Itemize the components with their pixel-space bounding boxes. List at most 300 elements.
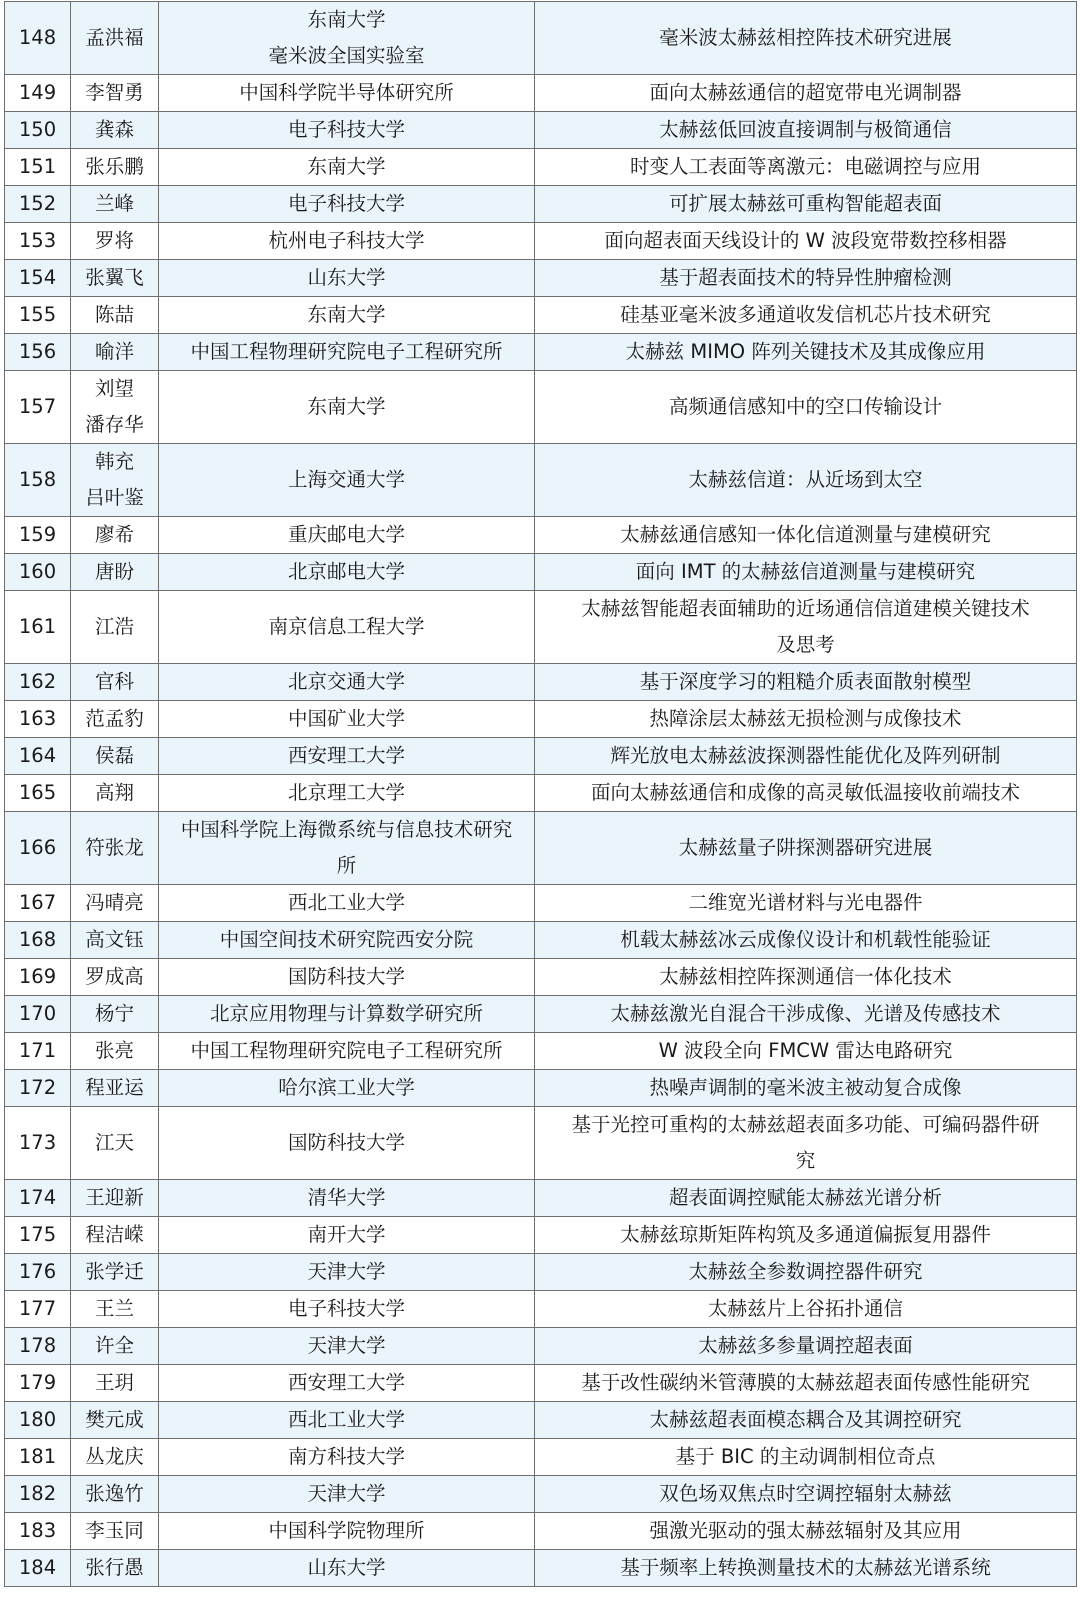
cell-report-title [535, 775, 1077, 812]
cell-speaker-name-line: 程洁嵘 [85, 1223, 144, 1246]
cell-speaker-name [71, 1291, 159, 1328]
cell-report-title-line: W 波段全向 FMCW 雷达电路研究 [658, 1039, 953, 1062]
cell-report-title-line: 太赫兹激光自混合干涉成像、光谱及传感技术 [610, 1002, 1001, 1025]
cell-organization [159, 812, 535, 885]
cell-number: 164 [5, 738, 71, 775]
cell-organization [159, 1180, 535, 1217]
cell-organization-line: 南京信息工程大学 [268, 615, 425, 638]
cell-speaker-name [71, 1365, 159, 1402]
cell-speaker-name [71, 2, 159, 75]
cell-organization-line: 东南大学 [307, 155, 386, 178]
table-row [5, 112, 1077, 149]
cell-report-title-line: 太赫兹信道：从近场到太空 [688, 468, 923, 491]
cell-number: 152 [5, 186, 71, 223]
cell-report-title-line: 机载太赫兹冰云成像仪设计和机载性能验证 [620, 928, 991, 951]
cell-speaker-name-line: 高文钰 [85, 928, 144, 951]
cell-report-title-line: 太赫兹 MIMO 阵列关键技术及其成像应用 [625, 340, 986, 363]
cell-report-title [535, 591, 1077, 664]
cell-organization-line: 电子科技大学 [287, 1297, 405, 1320]
cell-report-title-line: 太赫兹相控阵探测通信一体化技术 [659, 965, 952, 988]
cell-speaker-name [71, 371, 159, 444]
cell-report-title [535, 812, 1077, 885]
cell-number: 172 [5, 1070, 71, 1107]
cell-organization [159, 1033, 535, 1070]
cell-organization [159, 1217, 535, 1254]
cell-organization [159, 186, 535, 223]
cell-number: 180 [5, 1402, 71, 1439]
cell-report-title-line: 及思考 [776, 633, 835, 656]
cell-number: 155 [5, 297, 71, 334]
cell-organization [159, 996, 535, 1033]
cell-report-title-line: 强激光驱动的强太赫兹辐射及其应用 [649, 1519, 962, 1542]
cell-number: 161 [5, 591, 71, 664]
table-row [5, 1254, 1077, 1291]
cell-report-title [535, 1328, 1077, 1365]
table-row [5, 75, 1077, 112]
cell-report-title [535, 297, 1077, 334]
cell-organization [159, 444, 535, 517]
cell-speaker-name [71, 1217, 159, 1254]
cell-speaker-name-line: 王玥 [94, 1371, 134, 1394]
cell-speaker-name [71, 922, 159, 959]
cell-speaker-name-line: 张乐鹏 [85, 155, 144, 178]
cell-organization-line: 西北工业大学 [287, 1408, 405, 1431]
cell-report-title [535, 664, 1077, 701]
cell-speaker-name [71, 75, 159, 112]
cell-organization [159, 591, 535, 664]
cell-organization [159, 701, 535, 738]
cell-number: 163 [5, 701, 71, 738]
cell-report-title [535, 75, 1077, 112]
table-row [5, 664, 1077, 701]
table-row [5, 812, 1077, 885]
cell-organization-line: 哈尔滨工业大学 [278, 1076, 415, 1099]
cell-organization-line: 东南大学 [307, 395, 386, 418]
cell-report-title-line: 二维宽光谱材料与光电器件 [688, 891, 923, 914]
cell-organization-line: 中国工程物理研究院电子工程研究所 [190, 340, 503, 363]
speaker-table-body [5, 2, 1077, 1587]
cell-number: 148 [5, 2, 71, 75]
cell-organization [159, 1513, 535, 1550]
cell-report-title [535, 1550, 1077, 1587]
table-row [5, 517, 1077, 554]
cell-report-title [535, 1070, 1077, 1107]
table-row [5, 149, 1077, 186]
table-row [5, 1107, 1077, 1180]
cell-organization-line: 上海交通大学 [287, 468, 405, 491]
cell-number: 166 [5, 812, 71, 885]
cell-report-title-line: 基于频率上转换测量技术的太赫兹光谱系统 [620, 1556, 991, 1579]
cell-speaker-name-line: 刘望 [94, 377, 134, 400]
cell-organization [159, 517, 535, 554]
cell-speaker-name [71, 1107, 159, 1180]
cell-organization-line: 中国工程物理研究院电子工程研究所 [190, 1039, 503, 1062]
cell-speaker-name [71, 701, 159, 738]
cell-speaker-name [71, 959, 159, 996]
speaker-table [4, 1, 1077, 1587]
cell-report-title [535, 701, 1077, 738]
cell-organization [159, 1328, 535, 1365]
cell-organization [159, 1550, 535, 1587]
cell-report-title-line: 太赫兹低回波直接调制与极简通信 [659, 118, 952, 141]
cell-organization-line: 北京交通大学 [287, 670, 405, 693]
cell-speaker-name-line: 张逸竹 [85, 1482, 144, 1505]
cell-organization [159, 2, 535, 75]
cell-organization-line: 中国科学院物理所 [268, 1519, 425, 1542]
cell-report-title-line: 热障涂层太赫兹无损检测与成像技术 [649, 707, 962, 730]
cell-organization-line: 毫米波全国实验室 [268, 44, 425, 67]
cell-speaker-name [71, 812, 159, 885]
cell-report-title [535, 1217, 1077, 1254]
cell-speaker-name-line: 李玉同 [85, 1519, 144, 1542]
cell-report-title-line: 太赫兹琼斯矩阵构筑及多通道偏振复用器件 [620, 1223, 991, 1246]
cell-speaker-name-line: 韩充 [94, 450, 134, 473]
cell-speaker-name [71, 112, 159, 149]
table-row [5, 922, 1077, 959]
cell-speaker-name-line: 廖希 [94, 523, 134, 546]
table-row [5, 371, 1077, 444]
table-row [5, 554, 1077, 591]
cell-speaker-name-line: 杨宁 [94, 1002, 134, 1025]
cell-report-title [535, 371, 1077, 444]
cell-report-title [535, 149, 1077, 186]
cell-report-title [535, 1513, 1077, 1550]
cell-report-title-line: 硅基亚毫米波多通道收发信机芯片技术研究 [620, 303, 991, 326]
cell-report-title-line: 时变人工表面等离激元：电磁调控与应用 [629, 155, 981, 178]
cell-organization [159, 1254, 535, 1291]
cell-number: 150 [5, 112, 71, 149]
cell-speaker-name [71, 297, 159, 334]
cell-organization-line: 天津大学 [307, 1482, 386, 1505]
cell-report-title [535, 738, 1077, 775]
table-row [5, 1180, 1077, 1217]
cell-speaker-name-line: 罗将 [94, 229, 134, 252]
table-row [5, 1070, 1077, 1107]
cell-report-title-line: 面向 IMT 的太赫兹信道测量与建模研究 [635, 560, 976, 583]
cell-speaker-name [71, 149, 159, 186]
cell-speaker-name-line: 符张龙 [85, 836, 144, 859]
table-row [5, 996, 1077, 1033]
cell-speaker-name-line: 侯磊 [94, 744, 134, 767]
cell-organization [159, 1439, 535, 1476]
cell-speaker-name [71, 1033, 159, 1070]
cell-speaker-name-line: 樊元成 [85, 1408, 144, 1431]
cell-report-title-line: 太赫兹全参数调控器件研究 [688, 1260, 923, 1283]
cell-speaker-name-line: 喻洋 [94, 340, 134, 363]
table-row [5, 334, 1077, 371]
cell-report-title-line: 面向超表面天线设计的 W 波段宽带数控移相器 [604, 229, 1007, 252]
cell-number: 151 [5, 149, 71, 186]
cell-speaker-name-line: 江浩 [94, 615, 134, 638]
cell-organization-line: 国防科技大学 [287, 1131, 405, 1154]
cell-organization [159, 334, 535, 371]
cell-number: 182 [5, 1476, 71, 1513]
cell-organization [159, 75, 535, 112]
table-row [5, 959, 1077, 996]
cell-speaker-name [71, 1328, 159, 1365]
cell-speaker-name-line: 官科 [94, 670, 134, 693]
cell-number: 162 [5, 664, 71, 701]
cell-speaker-name [71, 1402, 159, 1439]
cell-report-title-line: 基于光控可重构的太赫兹超表面多功能、可编码器件研 [571, 1113, 1040, 1136]
cell-report-title [535, 517, 1077, 554]
cell-number: 174 [5, 1180, 71, 1217]
cell-speaker-name [71, 1180, 159, 1217]
cell-organization [159, 959, 535, 996]
table-row [5, 1476, 1077, 1513]
cell-organization-line: 国防科技大学 [287, 965, 405, 988]
cell-report-title [535, 444, 1077, 517]
cell-speaker-name [71, 1254, 159, 1291]
cell-number: 156 [5, 334, 71, 371]
cell-report-title-line: 高频通信感知中的空口传输设计 [668, 395, 942, 418]
cell-report-title [535, 885, 1077, 922]
cell-speaker-name [71, 1476, 159, 1513]
cell-report-title-line: 毫米波太赫兹相控阵技术研究进展 [659, 26, 952, 49]
cell-speaker-name [71, 186, 159, 223]
table-row [5, 738, 1077, 775]
cell-speaker-name-line: 丛龙庆 [85, 1445, 144, 1468]
cell-report-title-line: 太赫兹智能超表面辅助的近场通信信道建模关键技术 [581, 597, 1030, 620]
cell-report-title-line: 面向太赫兹通信的超宽带电光调制器 [649, 81, 962, 104]
cell-report-title [535, 260, 1077, 297]
cell-speaker-name [71, 1439, 159, 1476]
cell-speaker-name-line: 潘存华 [85, 413, 144, 436]
cell-number: 175 [5, 1217, 71, 1254]
cell-report-title [535, 112, 1077, 149]
cell-report-title [535, 1402, 1077, 1439]
cell-organization-line: 电子科技大学 [287, 192, 405, 215]
table-row [5, 1328, 1077, 1365]
cell-number: 179 [5, 1365, 71, 1402]
cell-organization-line: 中国矿业大学 [287, 707, 405, 730]
cell-report-title [535, 1291, 1077, 1328]
cell-speaker-name [71, 591, 159, 664]
cell-report-title [535, 186, 1077, 223]
cell-report-title [535, 996, 1077, 1033]
speaker-table-container [4, 1, 1076, 1587]
cell-speaker-name-line: 许全 [94, 1334, 134, 1357]
cell-report-title-line: 双色场双焦点时空调控辐射太赫兹 [659, 1482, 952, 1505]
table-row [5, 1402, 1077, 1439]
cell-organization-line: 山东大学 [307, 266, 386, 289]
cell-speaker-name-line: 李智勇 [85, 81, 144, 104]
cell-organization-line: 重庆邮电大学 [287, 523, 405, 546]
table-row [5, 444, 1077, 517]
cell-report-title [535, 1107, 1077, 1180]
cell-organization [159, 112, 535, 149]
cell-number: 184 [5, 1550, 71, 1587]
cell-organization [159, 371, 535, 444]
cell-organization [159, 1402, 535, 1439]
table-row [5, 1291, 1077, 1328]
cell-report-title-line: 太赫兹超表面模态耦合及其调控研究 [649, 1408, 962, 1431]
cell-report-title [535, 1476, 1077, 1513]
cell-organization-line: 西安理工大学 [287, 1371, 405, 1394]
cell-organization [159, 1365, 535, 1402]
cell-report-title-line: 面向太赫兹通信和成像的高灵敏低温接收前端技术 [590, 781, 1020, 804]
cell-organization-line: 杭州电子科技大学 [268, 229, 425, 252]
cell-speaker-name-line: 张行愚 [85, 1556, 144, 1579]
cell-speaker-name-line: 张学迁 [85, 1260, 144, 1283]
cell-report-title-line: 可扩展太赫兹可重构智能超表面 [668, 192, 942, 215]
cell-organization-line: 南方科技大学 [287, 1445, 405, 1468]
cell-speaker-name [71, 260, 159, 297]
cell-organization [159, 1070, 535, 1107]
cell-organization-line: 中国科学院上海微系统与信息技术研究 [180, 818, 513, 841]
cell-speaker-name-line: 张亮 [94, 1039, 134, 1062]
cell-report-title-line: 基于改性碳纳米管薄膜的太赫兹超表面传感性能研究 [581, 1371, 1030, 1394]
cell-number: 171 [5, 1033, 71, 1070]
cell-speaker-name-line: 罗成高 [85, 965, 144, 988]
cell-organization-line: 天津大学 [307, 1260, 386, 1283]
cell-organization-line: 清华大学 [307, 1186, 386, 1209]
table-row [5, 1033, 1077, 1070]
cell-speaker-name [71, 554, 159, 591]
cell-speaker-name-line: 范孟豹 [85, 707, 144, 730]
cell-report-title-line: 太赫兹量子阱探测器研究进展 [678, 836, 933, 859]
cell-organization [159, 1476, 535, 1513]
cell-speaker-name-line: 王迎新 [85, 1186, 144, 1209]
table-row [5, 701, 1077, 738]
table-row [5, 297, 1077, 334]
cell-report-title [535, 334, 1077, 371]
cell-report-title [535, 1365, 1077, 1402]
table-row [5, 223, 1077, 260]
cell-organization-line: 南开大学 [307, 1223, 386, 1246]
cell-organization-line: 西北工业大学 [287, 891, 405, 914]
cell-report-title-line: 太赫兹多参量调控超表面 [698, 1334, 913, 1357]
cell-speaker-name-line: 程亚运 [85, 1076, 144, 1099]
cell-number: 153 [5, 223, 71, 260]
cell-organization [159, 664, 535, 701]
cell-organization-line: 中国科学院半导体研究所 [239, 81, 454, 104]
cell-organization-line: 山东大学 [307, 1556, 386, 1579]
cell-report-title-line: 基于超表面技术的特异性肿瘤检测 [659, 266, 952, 289]
table-row [5, 260, 1077, 297]
cell-number: 181 [5, 1439, 71, 1476]
cell-number: 149 [5, 75, 71, 112]
cell-organization-line: 北京应用物理与计算数学研究所 [209, 1002, 483, 1025]
cell-organization-line: 电子科技大学 [287, 118, 405, 141]
cell-speaker-name [71, 996, 159, 1033]
cell-number: 177 [5, 1291, 71, 1328]
cell-report-title [535, 1180, 1077, 1217]
cell-speaker-name [71, 1550, 159, 1587]
cell-organization [159, 297, 535, 334]
cell-speaker-name [71, 885, 159, 922]
cell-number: 159 [5, 517, 71, 554]
table-row [5, 591, 1077, 664]
cell-number: 176 [5, 1254, 71, 1291]
cell-organization-line: 西安理工大学 [287, 744, 405, 767]
cell-report-title-line: 热噪声调制的毫米波主被动复合成像 [649, 1076, 962, 1099]
cell-organization [159, 775, 535, 812]
table-row [5, 186, 1077, 223]
cell-organization-line: 东南大学 [307, 303, 386, 326]
cell-number: 158 [5, 444, 71, 517]
cell-number: 157 [5, 371, 71, 444]
cell-organization [159, 554, 535, 591]
cell-organization [159, 885, 535, 922]
cell-report-title [535, 1254, 1077, 1291]
cell-speaker-name [71, 1513, 159, 1550]
cell-organization-line: 北京理工大学 [287, 781, 405, 804]
cell-report-title-line: 基于深度学习的粗糙介质表面散射模型 [639, 670, 972, 693]
cell-report-title [535, 1033, 1077, 1070]
cell-report-title-line: 超表面调控赋能太赫兹光谱分析 [668, 1186, 942, 1209]
cell-report-title [535, 2, 1077, 75]
table-row [5, 1439, 1077, 1476]
cell-speaker-name [71, 775, 159, 812]
cell-report-title [535, 1439, 1077, 1476]
cell-organization [159, 260, 535, 297]
cell-speaker-name [71, 444, 159, 517]
cell-speaker-name-line: 吕叶鉴 [85, 486, 144, 509]
cell-speaker-name-line: 龚森 [94, 118, 134, 141]
cell-number: 183 [5, 1513, 71, 1550]
cell-number: 169 [5, 959, 71, 996]
cell-report-title-line: 基于 BIC 的主动调制相位奇点 [675, 1445, 936, 1468]
cell-speaker-name [71, 664, 159, 701]
cell-speaker-name-line: 张翼飞 [85, 266, 144, 289]
cell-speaker-name [71, 1070, 159, 1107]
cell-number: 160 [5, 554, 71, 591]
cell-report-title [535, 223, 1077, 260]
cell-speaker-name-line: 兰峰 [94, 192, 134, 215]
cell-report-title [535, 959, 1077, 996]
table-row [5, 1217, 1077, 1254]
cell-organization-line: 中国空间技术研究院西安分院 [219, 928, 474, 951]
cell-speaker-name [71, 223, 159, 260]
cell-speaker-name [71, 738, 159, 775]
cell-report-title-line: 究 [795, 1149, 816, 1172]
cell-organization [159, 738, 535, 775]
cell-report-title-line: 太赫兹片上谷拓扑通信 [707, 1297, 903, 1320]
cell-number: 170 [5, 996, 71, 1033]
table-row [5, 1550, 1077, 1587]
cell-number: 168 [5, 922, 71, 959]
cell-report-title-line: 辉光放电太赫兹波探测器性能优化及阵列研制 [610, 744, 1001, 767]
cell-report-title [535, 922, 1077, 959]
cell-organization [159, 149, 535, 186]
cell-report-title-line: 太赫兹通信感知一体化信道测量与建模研究 [620, 523, 991, 546]
cell-speaker-name [71, 334, 159, 371]
cell-organization [159, 1291, 535, 1328]
table-row [5, 885, 1077, 922]
cell-number: 173 [5, 1107, 71, 1180]
cell-speaker-name-line: 孟洪福 [85, 26, 144, 49]
cell-organization-line: 东南大学 [307, 8, 386, 31]
cell-speaker-name-line: 冯晴亮 [85, 891, 144, 914]
cell-organization-line: 所 [336, 854, 357, 877]
cell-organization [159, 1107, 535, 1180]
cell-speaker-name-line: 王兰 [94, 1297, 134, 1320]
cell-report-title [535, 554, 1077, 591]
cell-speaker-name-line: 唐盼 [94, 560, 134, 583]
cell-speaker-name-line: 高翔 [94, 781, 134, 804]
cell-speaker-name [71, 517, 159, 554]
cell-speaker-name-line: 陈喆 [94, 303, 134, 326]
table-row [5, 2, 1077, 75]
cell-organization-line: 北京邮电大学 [287, 560, 405, 583]
cell-number: 165 [5, 775, 71, 812]
cell-speaker-name-line: 江天 [94, 1131, 134, 1154]
table-row [5, 775, 1077, 812]
cell-number: 167 [5, 885, 71, 922]
cell-number: 178 [5, 1328, 71, 1365]
cell-organization [159, 922, 535, 959]
